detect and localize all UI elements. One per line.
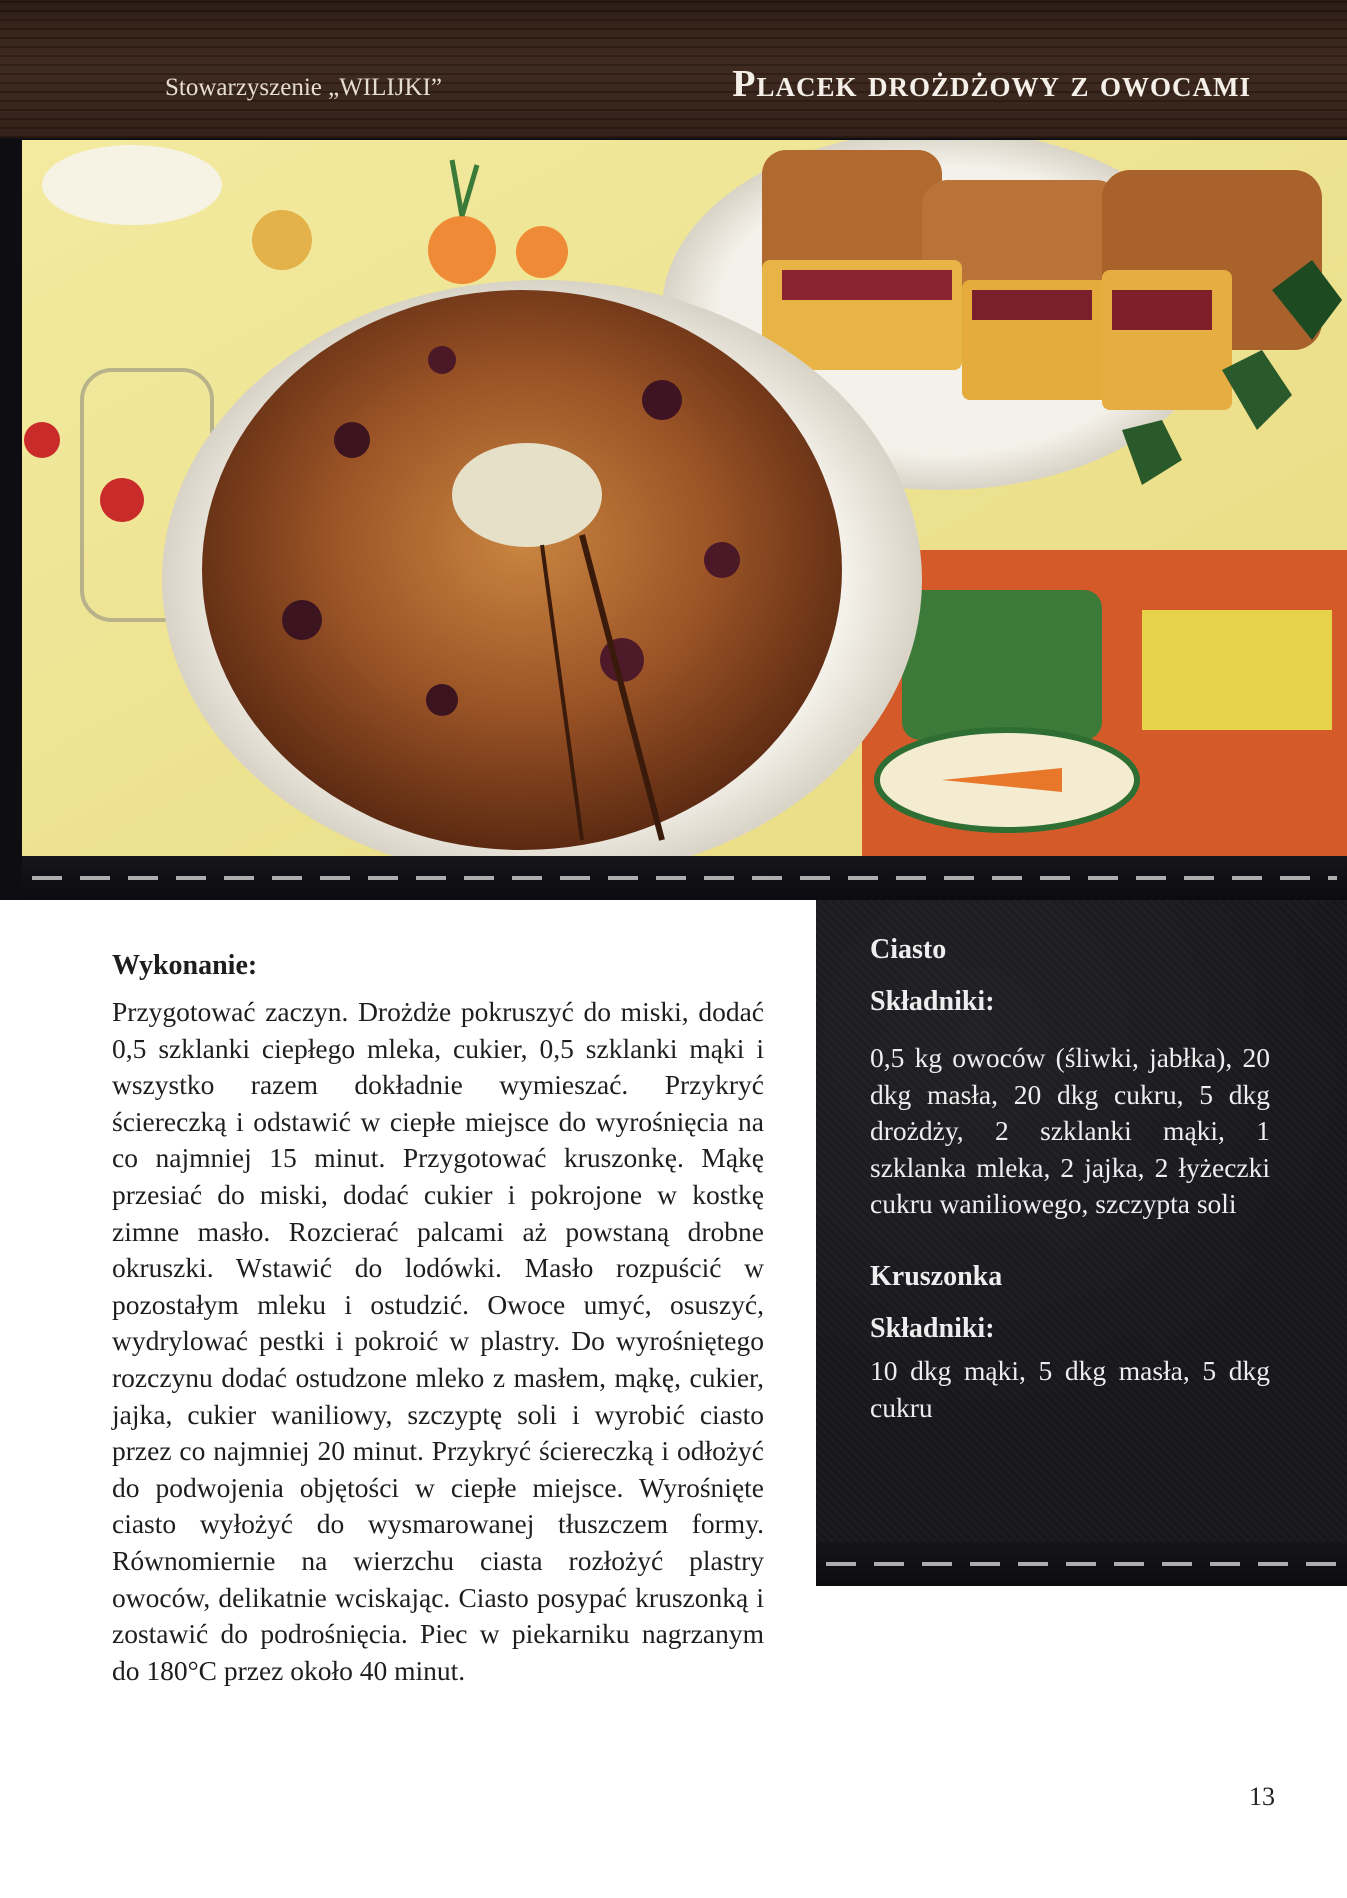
- ingredients-list-ciasto: 0,5 kg owoców (śliwki, jabłka), 20 dkg masła, 20 dkg cukru, 5 dkg drożdży, 2 szklanki mąki, 1 szklanka mleka, 2 jajka, 2 łyżeczki cukru waniliowego, szczypta soli: [870, 1042, 1270, 1220]
- organization-name: Stowarzyszenie „WILIJKI”: [165, 74, 442, 101]
- section-title-ciasto: Ciasto: [870, 934, 947, 965]
- stitch-divider-top: [22, 856, 1347, 900]
- ingredients-list-kruszonka: 10 dkg mąki, 5 dkg masła, 5 dkg cukru: [870, 1354, 1270, 1423]
- method-text: Przygotować zaczyn. Drożdże pokruszyć do miski, dodać 0,5 szklanki ciepłego mleka, cukier, 0,5 szklanki mąki i wszystko razem dokładnie wymieszać. Przykryć ściereczką i odstawić w ciepłe miejsce do wyrośnięcia na co najmniej 15 minut. Przygotować kruszonkę. Mąkę przesiać do miski, dodać cukier i pokrojone w kostkę zimne masło. Rozcierać palcami aż powstaną drobne okruszki. Wstawić do lodówki. Masło rozpuścić w pozostałym mleku i ostudzić. Owoce umyć, osuszyć, wydrylować pestki i pokroić w plastry. Do wyrośniętego rozczynu dodać ostudzone mleko z masłem, mąkę, cukier, jajka, cukier waniliowy, szczyptę soli i wyrobić ciasto przez co najmniej 20 minut. Przykryć ściereczką i odłożyć do podwojenia objętości w ciepłe miejsce. Wyrośnięte ciasto wyłożyć do wysmarowanej tłuszczem formy. Równomiernie na wierzchu ciasta rozłożyć plastry owoców, delikatnie wciskając. Ciasto posypać kruszonką i zostawić do podrośnięcia. Piec w piekarniku nagrzanym do 180°C przez około 40 minut.: [112, 996, 764, 1686]
- recipe-title: Placek drożdżowy z owocami: [732, 63, 1251, 105]
- section-title-kruszonka: Kruszonka: [870, 1260, 1003, 1292]
- page-number: 13: [1249, 1782, 1275, 1811]
- stitch-divider-bottom: [816, 1542, 1347, 1586]
- cake-photo-image: [22, 140, 1347, 856]
- ingredients-box: [816, 900, 1347, 1586]
- ingredients-label-2: Składniki:: [870, 1312, 995, 1344]
- method-section: [112, 950, 764, 1689]
- recipe-photo: [0, 138, 1347, 900]
- ingredients-label: Składniki:: [870, 986, 995, 1017]
- method-heading: Wykonanie:: [112, 950, 258, 981]
- page-header: [0, 0, 1347, 138]
